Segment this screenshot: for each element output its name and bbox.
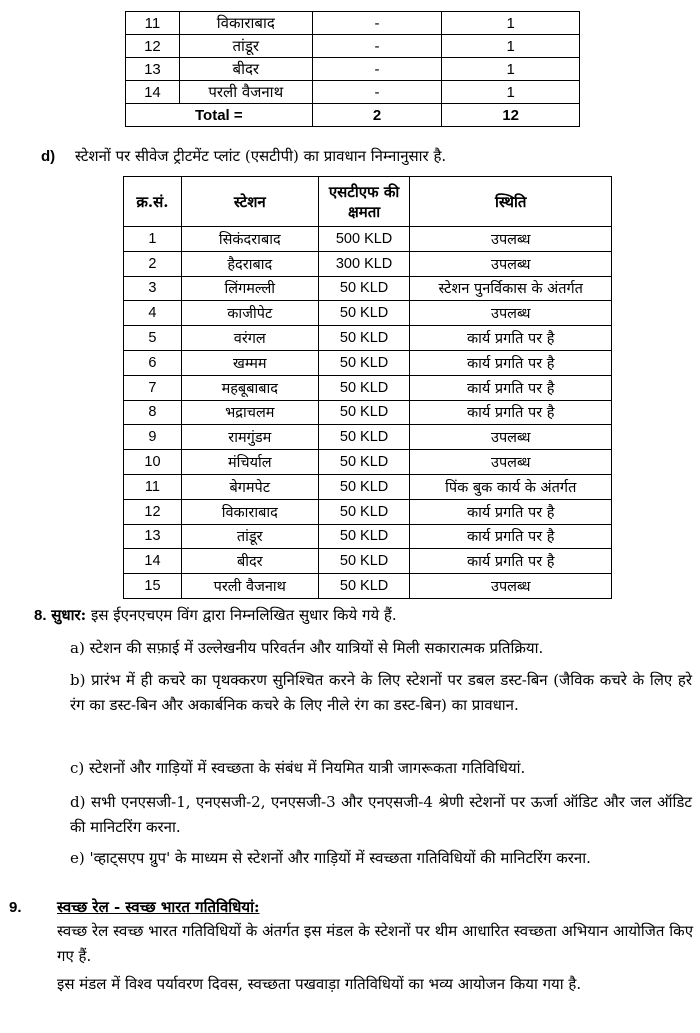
cell-sno: 13 [126, 58, 180, 81]
cell-capacity: 50 KLD [318, 301, 410, 326]
cell-status: कार्य प्रगति पर है [410, 350, 612, 375]
table-row [126, 81, 580, 104]
cell-status: कार्य प्रगति पर है [410, 499, 612, 524]
cell-sno: 11 [124, 474, 182, 499]
cell-sno: 9 [124, 425, 182, 450]
cell-value-a: - [312, 58, 442, 81]
cell-status: उपलब्ध [410, 425, 612, 450]
cell-status: पिंक बुक कार्य के अंतर्गत [410, 474, 612, 499]
total-value: 2 [312, 104, 442, 127]
cell-sno: 14 [126, 81, 180, 104]
cell-value-b: 1 [442, 12, 580, 35]
table-row [126, 12, 580, 35]
bin-count-table [125, 11, 580, 127]
cell-sno: 6 [124, 350, 182, 375]
cell-capacity: 50 KLD [318, 574, 410, 599]
cell-sno: 10 [124, 450, 182, 475]
cell-capacity: 50 KLD [318, 350, 410, 375]
cell-sno: 1 [124, 227, 182, 252]
cell-capacity: 50 KLD [318, 499, 410, 524]
cell-station: परली वैजनाथ [179, 81, 312, 104]
cell-capacity: 50 KLD [318, 450, 410, 475]
header-station: स्टेशन [181, 177, 318, 227]
table-row [124, 276, 612, 301]
cell-capacity: 50 KLD [318, 524, 410, 549]
table-row [124, 227, 612, 252]
cell-station: महबूबाबाद [181, 375, 318, 400]
table-row [124, 326, 612, 351]
section8-item-a: a) स्टेशन की सफ़ाई में उल्लेखनीय परिवर्तन और यात्रियों से मिली सकारात्मक प्रतिक्रिया. [70, 639, 544, 657]
header-capacity: एसटीएफ की क्षमता [318, 177, 410, 227]
section8-heading [34, 605, 397, 625]
total-value: 12 [442, 104, 580, 127]
section8-item-d: d) सभी एनएसजी-1, एनएसजी-2, एनएसजी-3 और एनएसजी-4 श्रेणी स्टेशनों पर ऊर्जा ऑडिट और जल ऑडिट की मानिटरिंग करना. [70, 793, 692, 836]
cell-station: बेगमपेट [181, 474, 318, 499]
cell-status: उपलब्ध [410, 251, 612, 276]
table-row [124, 251, 612, 276]
section8-item-b: b) प्रारंभ में ही कचरे का पृथक्करण सुनिश्चित करने के लिए स्टेशनों पर डबल डस्ट-बिन (जैविक कचरे के लिए हरे रंग का डस्ट-बिन और अकार्बनिक कचरे के लिए नीले रंग का डस्ट-बिन) का प्रावधान. [70, 671, 692, 714]
table-row [124, 499, 612, 524]
table-row [124, 549, 612, 574]
cell-sno: 7 [124, 375, 182, 400]
cell-station: खम्मम [181, 350, 318, 375]
section8-item-e: e) 'व्हाट्सएप ग्रुप' के माध्यम से स्टेशनों और गाड़ियों में स्वच्छता गतिविधियों की मानिटरिंग करना. [70, 849, 591, 867]
section8-number: 8. [34, 607, 47, 624]
cell-capacity: 50 KLD [318, 276, 410, 301]
cell-station: तांडूर [179, 35, 312, 58]
section8-item-c: c) स्टेशनों और गाड़ियों में स्वच्छता के संबंध में नियमित यात्री जागरूकता गतिविधियां. [70, 759, 526, 777]
section9-para1: स्वच्छ रेल स्वच्छ भारत गतिविधियों के अंतर्गत इस मंडल के स्टेशनों पर थीम आधारित स्वच्छता अभियान आयोजित किए गए हैं. [57, 922, 693, 965]
header-status: स्थिति [410, 177, 612, 227]
cell-station: बीदर [179, 58, 312, 81]
cell-sno: 15 [124, 574, 182, 599]
cell-station: रामगुंडम [181, 425, 318, 450]
cell-capacity: 50 KLD [318, 400, 410, 425]
table-row [124, 425, 612, 450]
cell-sno: 5 [124, 326, 182, 351]
table-row [124, 450, 612, 475]
table-row [124, 350, 612, 375]
cell-capacity: 50 KLD [318, 425, 410, 450]
cell-value-b: 1 [442, 58, 580, 81]
total-label: Total = [126, 104, 313, 127]
cell-sno: 12 [126, 35, 180, 58]
cell-station: भद्राचलम [181, 400, 318, 425]
cell-sno: 3 [124, 276, 182, 301]
cell-status: उपलब्ध [410, 450, 612, 475]
table-row [124, 574, 612, 599]
cell-station: लिंगमल्ली [181, 276, 318, 301]
cell-sno: 13 [124, 524, 182, 549]
cell-capacity: 50 KLD [318, 326, 410, 351]
table-row [124, 400, 612, 425]
cell-capacity: 50 KLD [318, 549, 410, 574]
section-d-text: स्टेशनों पर सीवेज ट्रीटमेंट प्लांट (एसटीपी) का प्रावधान निम्नानुसार है. [75, 147, 447, 165]
table-row [126, 58, 580, 81]
cell-station: विकाराबाद [179, 12, 312, 35]
section9-title: स्वच्छ रेल - स्वच्छ भारत गतिविधियां: [57, 898, 260, 916]
cell-station: तांडूर [181, 524, 318, 549]
table-row [124, 524, 612, 549]
cell-capacity: 50 KLD [318, 474, 410, 499]
cell-sno: 2 [124, 251, 182, 276]
cell-status: कार्य प्रगति पर है [410, 524, 612, 549]
cell-capacity: 50 KLD [318, 375, 410, 400]
cell-station: परली वैजनाथ [181, 574, 318, 599]
cell-sno: 11 [126, 12, 180, 35]
cell-status: कार्य प्रगति पर है [410, 326, 612, 351]
cell-status: स्टेशन पुनर्विकास के अंतर्गत [410, 276, 612, 301]
cell-value-b: 1 [442, 81, 580, 104]
table-row [126, 35, 580, 58]
section8-title: सुधार: [51, 606, 87, 624]
cell-station: मंचिर्याल [181, 450, 318, 475]
cell-station: काजीपेट [181, 301, 318, 326]
cell-station: विकाराबाद [181, 499, 318, 524]
cell-status: कार्य प्रगति पर है [410, 375, 612, 400]
cell-sno: 14 [124, 549, 182, 574]
section9-para2: इस मंडल में विश्व पर्यावरण दिवस, स्वच्छता पखवाड़ा गतिविधियों का भव्य आयोजन किया गया है. [57, 975, 582, 993]
cell-status: उपलब्ध [410, 301, 612, 326]
cell-capacity: 500 KLD [318, 227, 410, 252]
cell-value-a: - [312, 81, 442, 104]
table-row [124, 301, 612, 326]
cell-station: हैदराबाद [181, 251, 318, 276]
cell-status: उपलब्ध [410, 574, 612, 599]
cell-station: सिकंदराबाद [181, 227, 318, 252]
stp-table [123, 176, 612, 599]
cell-status: कार्य प्रगति पर है [410, 400, 612, 425]
cell-station: बीदर [181, 549, 318, 574]
table-row [124, 375, 612, 400]
cell-sno: 8 [124, 400, 182, 425]
cell-status: कार्य प्रगति पर है [410, 549, 612, 574]
section8-intro: इस ईएनएचएम विंग द्वारा निम्नलिखित सुधार किये गये हैं. [91, 606, 397, 624]
table-row [124, 474, 612, 499]
cell-status: उपलब्ध [410, 227, 612, 252]
total-row [126, 104, 580, 127]
cell-value-a: - [312, 35, 442, 58]
cell-sno: 4 [124, 301, 182, 326]
section-d-label: d) [41, 148, 56, 165]
cell-capacity: 300 KLD [318, 251, 410, 276]
cell-sno: 12 [124, 499, 182, 524]
section9-number: 9. [9, 899, 22, 916]
cell-value-b: 1 [442, 35, 580, 58]
cell-station: वरंगल [181, 326, 318, 351]
header-sno: क्र.सं. [124, 177, 182, 227]
cell-value-a: - [312, 12, 442, 35]
